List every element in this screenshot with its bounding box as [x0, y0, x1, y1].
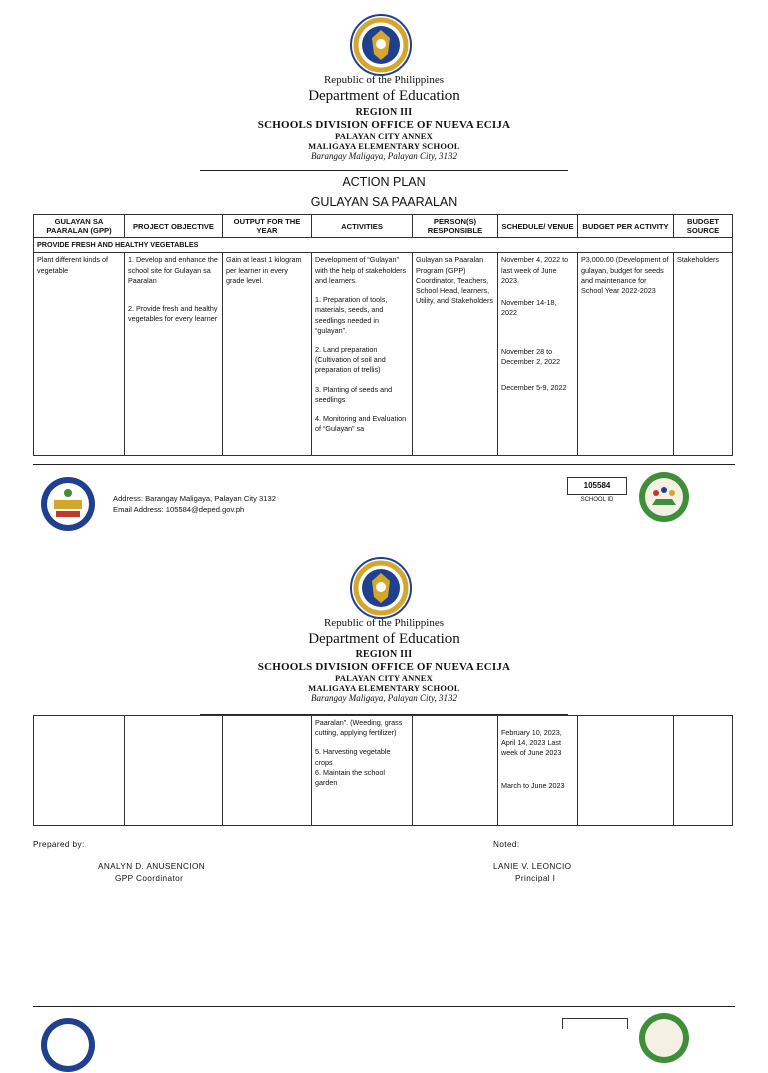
output-cell: [223, 716, 312, 826]
column-header: SCHEDULE/ VENUE: [498, 215, 578, 238]
section-label: PROVIDE FRESH AND HEALTHY VEGETABLES: [34, 238, 733, 253]
school-name-line: MALIGAYA ELEMENTARY SCHOOL: [308, 683, 460, 693]
deped-seal-icon: [350, 557, 412, 619]
prepared-by-title: GPP Coordinator: [115, 874, 184, 883]
objective-item: 1. Develop and enhance the school site for Gulayan sa Paaralan: [128, 255, 218, 285]
table-row: [34, 253, 733, 456]
column-header: ACTIVITIES: [312, 215, 413, 238]
schedule-item: December 5-9, 2022: [501, 382, 567, 392]
schedule-item: February 10, 2023, April 14, 2023 Last week of June 2023: [501, 728, 562, 758]
column-header: PROJECT OBJECTIVE: [125, 215, 223, 238]
school-address-line: Barangay Maligaya, Palayan City, 3132: [311, 693, 457, 703]
activities-cell: [312, 716, 413, 826]
schedule-item: March to June 2023: [501, 780, 565, 790]
deped-seal-icon: [350, 14, 412, 76]
annex-line: PALAYAN CITY ANNEX: [335, 673, 433, 683]
prepared-by-name: ANALYN D. ANUSENCION: [98, 862, 206, 871]
schedule-cell: [498, 716, 578, 826]
activity-item: 1. Preparation of tools, materials, seeds, and seedlings needed in “gulayan”.: [315, 295, 388, 335]
objective-item: 2. Provide fresh and healthy vegetables for every learner: [128, 304, 218, 324]
region-line: REGION III: [355, 107, 413, 118]
division-line: SCHOOLS DIVISION OFFICE OF NUEVA ECIJA: [257, 661, 511, 673]
activity-item: 2. Land preparation (Cultivation of soil and preparation of trellis): [315, 344, 386, 375]
noted-label: Noted:: [493, 840, 520, 849]
footer-address: Address: Barangay Maligaya, Palayan City 3132: [113, 494, 276, 503]
school-badge-icon: [638, 1012, 690, 1064]
table-header-row: [34, 215, 733, 238]
school-address-line: Barangay Maligaya, Palayan City, 3132: [311, 151, 457, 161]
schedule-item: November 4, 2022 to last week of June 2023.: [501, 255, 569, 285]
noted-name: LANIE V. LEONCIO: [493, 862, 572, 871]
division-line: SCHOOLS DIVISION OFFICE OF NUEVA ECIJA: [257, 119, 511, 131]
school-name-line: MALIGAYA ELEMENTARY SCHOOL: [308, 141, 460, 151]
activities-cell: [312, 253, 413, 456]
gpp-cell: Plant different kinds of vegetable: [34, 253, 125, 456]
activity-item: 3. Planting of seeds and seedlings: [315, 384, 393, 404]
schedule-item: November 14-18, 2022: [501, 298, 557, 318]
footer-divider: [33, 464, 735, 465]
activity-item: Development of “Gulayan” with the help of stakeholders and learners.: [315, 255, 407, 285]
column-header: OUTPUT FOR THE YEAR: [223, 215, 312, 238]
column-header: PERSON(S) RESPONSIBLE: [413, 215, 498, 238]
column-header: GULAYAN SA PAARALAN (GPP): [34, 215, 125, 238]
budget-cell: P3,000.00 (Development of gulayan, budget for seeds and maintenance for School Year 2022-2023: [578, 253, 674, 456]
plan-subtitle: GULAYAN SA PAARALAN: [310, 195, 458, 209]
republic-line: Republic of the Philippines: [323, 617, 445, 629]
department-title: Department of Education: [308, 88, 460, 104]
footer-email: Email Address: 105584@deped.gov.ph: [113, 505, 245, 514]
activity-item: Paaralan”. (Weeding, grass cutting, applying fertilizer): [315, 718, 403, 738]
header-divider: [200, 170, 568, 171]
school-id-label: SCHOOL ID: [580, 497, 614, 503]
division-logo-icon: [40, 476, 96, 532]
persons-cell: Gulayan sa Paaralan Program (GPP) Coordinator, Teachers, School Head, learners, Utility, and Stakeholders: [413, 253, 498, 456]
republic-line: Republic of the Philippines: [323, 74, 445, 86]
source-cell: [674, 716, 733, 826]
division-logo-icon: [40, 1017, 96, 1073]
school-id-box: 105584: [567, 477, 627, 495]
objective-cell: [125, 253, 223, 456]
schedule-cell: [498, 253, 578, 456]
budget-cell: [578, 716, 674, 826]
school-badge-icon: [638, 471, 690, 523]
column-header: BUDGET PER ACTIVITY: [578, 215, 674, 238]
gpp-cell: [34, 716, 125, 826]
department-title: Department of Education: [308, 631, 460, 647]
noted-title: Principal I: [515, 874, 556, 883]
output-cell: Gain at least 1 kilogram per learner in every grade level.: [223, 253, 312, 456]
column-header: BUDGET SOURCE: [674, 215, 733, 238]
table-row: [34, 716, 733, 826]
source-cell: Stakeholders: [674, 253, 733, 456]
schedule-item: November 28 to December 2, 2022: [501, 346, 561, 366]
activity-item: 5. Harvesting vegetable crops 6. Maintain the school garden: [315, 747, 391, 788]
persons-cell: [413, 716, 498, 826]
annex-line: PALAYAN CITY ANNEX: [335, 131, 433, 141]
region-line: REGION III: [355, 649, 413, 660]
prepared-by-label: Prepared by:: [33, 840, 85, 849]
objective-cell: [125, 716, 223, 826]
action-plan-table: [33, 214, 733, 456]
continuation-table: [33, 715, 733, 826]
section-row: [34, 238, 733, 253]
activity-item: 4. Monitoring and Evaluation of “Gulayan” sa: [315, 414, 407, 434]
footer-divider: [33, 1006, 735, 1007]
plan-title: ACTION PLAN: [342, 175, 426, 189]
